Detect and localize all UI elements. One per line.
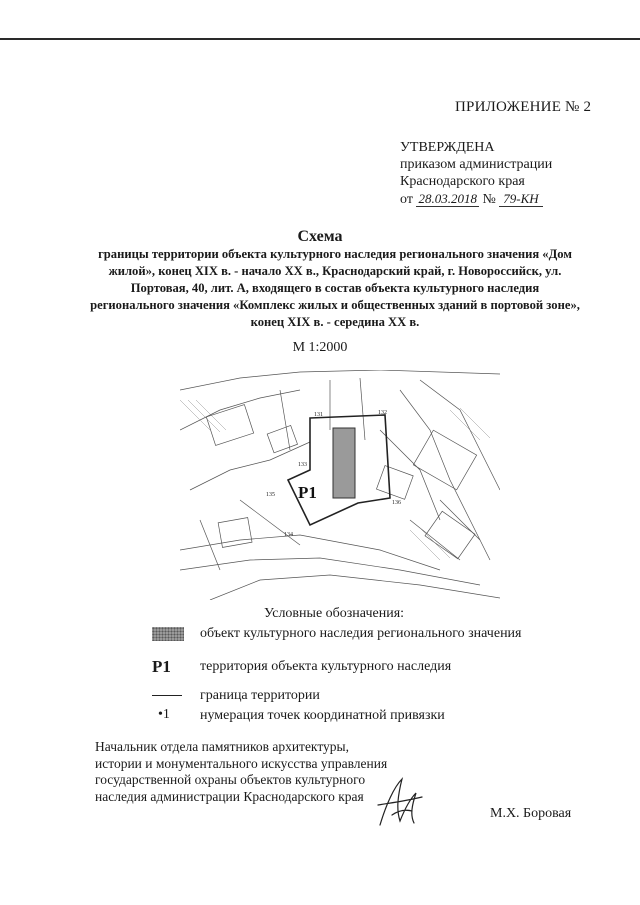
appendix-label: ПРИЛОЖЕНИЕ № 2 xyxy=(455,99,592,115)
cadastral-map xyxy=(180,370,500,600)
territory-label: Р1 xyxy=(298,483,317,502)
legend-swatch-heritage-object xyxy=(152,627,184,641)
date-value: 28.03.2018 xyxy=(418,191,477,206)
official-position: Начальник отдела памятников архитектуры, истории и монументального искусства управления государственной охраны объектов культурного наследия администрации Краснодарского края xyxy=(95,739,388,804)
legend-item-territory: территория объекта культурного наследия xyxy=(200,659,452,674)
point-label: 136 xyxy=(392,500,401,506)
point-label: 134 xyxy=(284,532,293,538)
point-label: 132 xyxy=(378,410,387,416)
signer-name: М.Х. Боровая xyxy=(490,806,572,821)
approved-by-line2: Краснодарского края xyxy=(400,174,525,189)
point-label: 131 xyxy=(314,412,323,418)
signature xyxy=(372,775,428,833)
legend-item-border: граница территории xyxy=(200,688,320,703)
approval-block xyxy=(400,139,552,208)
date-prefix: от xyxy=(400,192,413,207)
approved-label: УТВЕРЖДЕНА xyxy=(400,140,495,155)
legend-item-point-numbering: нумерация точек координатной привязки xyxy=(200,708,445,723)
legend-symbol-point: •1 xyxy=(158,707,170,722)
point-label: 133 xyxy=(298,462,307,468)
heritage-object xyxy=(333,428,355,498)
top-rule xyxy=(0,38,640,40)
document-description: границы территории объекта культурного наследия регионального значения «Дом жилой», конец XIX в. - начало XX в., Краснодарский край, г. Новороссийск, ул. Портовая, 40, лит. А, входящего в состав объекта культурного наследия регионального значения «Комплекс жилых и общественных зданий в портовой зоне», конец XIX в. - середина XX в. xyxy=(90,247,580,329)
legend-symbol-territory: Р1 xyxy=(152,657,171,676)
point-label: 135 xyxy=(266,492,275,498)
document-title: Схема xyxy=(297,228,343,245)
legend-item-heritage-object: объект культурного наследия регионального значения xyxy=(200,626,522,641)
approval-date-line xyxy=(400,190,552,208)
map-scale: М 1:2000 xyxy=(292,340,348,355)
number-value: 79-КН xyxy=(499,191,542,207)
number-prefix: № xyxy=(482,192,496,207)
legend-title: Условные обозначения: xyxy=(264,606,405,621)
legend-symbol-border-line xyxy=(152,695,182,696)
approved-by-line1: приказом администрации xyxy=(400,157,553,172)
